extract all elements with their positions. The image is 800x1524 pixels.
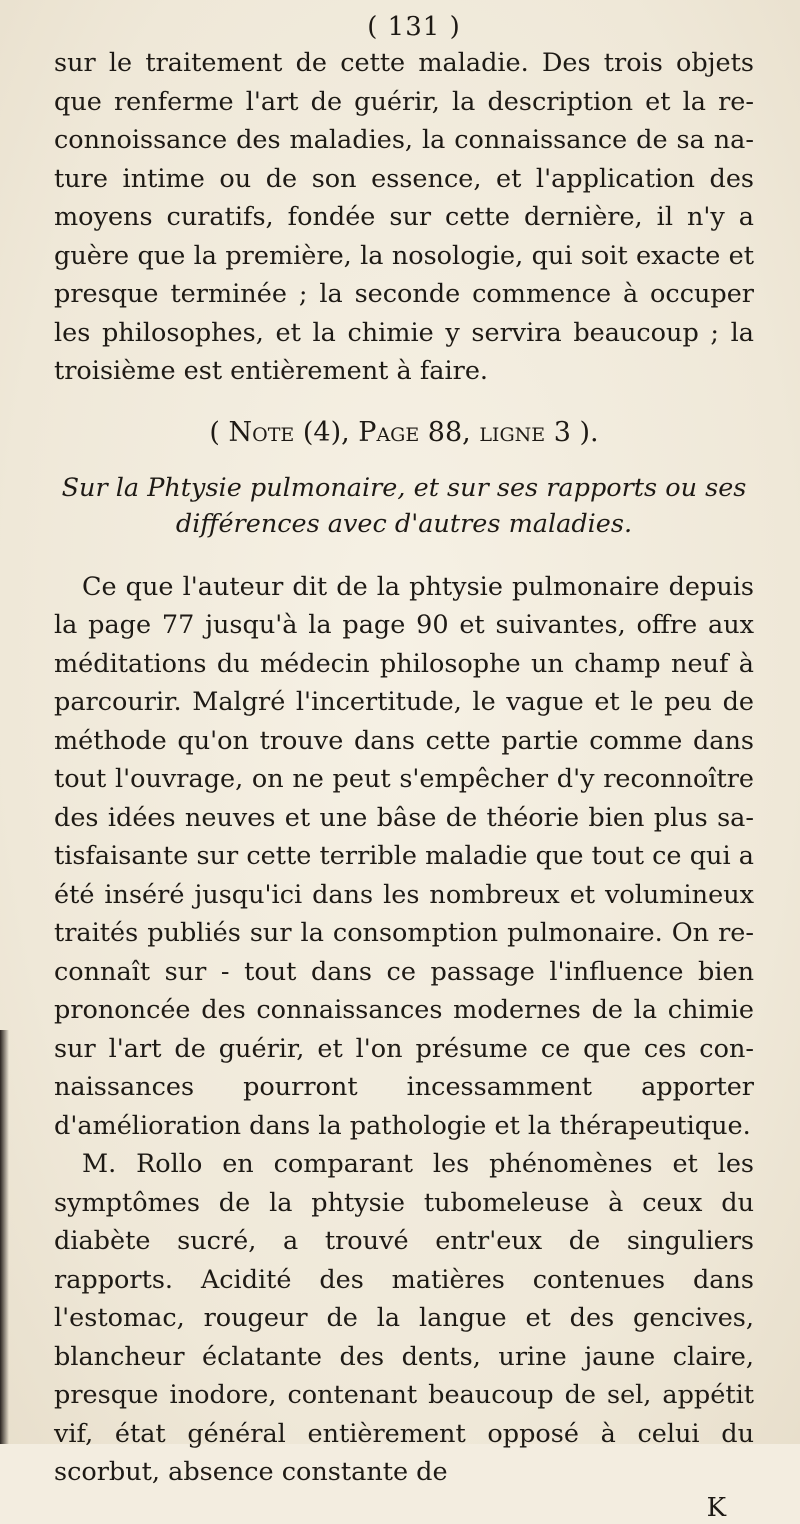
text-block xyxy=(54,12,754,1524)
note-heading: ( Note (4), Page 88, ligne 3 ). xyxy=(209,416,599,448)
paragraph-3: M. Rollo en comparant les phénomènes et les symptômes de la phtysie tubomeleuse à ceux du diabète sucré, a trouvé entr'eux de singuliers rapports. Acidité des matières contenues dans l'estomac, rougeur de la langue et des gencives, blancheur éclatante des dents, urine jaune claire, presque inodore, contenant beaucoup de sel, appétit vif, état général entièrement opposé à celui du scorbut, absence constante de xyxy=(54,1149,754,1487)
paragraph-1: sur le traitement de cette maladie. Des trois objets que renferme l'art de guérir, la description et la reconnoissance des maladies, la connaissance de sa nature intime ou de son essence, et l'application des moyens curatifs, fondée sur cette dernière, il n'y a guère que la première, la nosologie, qui soit exacte et presque terminée ; la seconde commence à occuper les philosophes, et la chimie y servira beaucoup ; la troisième est entièrement à faire. xyxy=(54,48,754,386)
note-title: Sur la Phtysie pulmonaire, et sur ses rapports ou ses différences avec d'autres maladies. xyxy=(61,472,747,539)
signature-mark: K xyxy=(706,1492,726,1523)
page-number: ( 131 ) xyxy=(367,12,461,42)
page-edge-shadow xyxy=(0,1030,9,1444)
paragraph-2: Ce que l'auteur dit de la phtysie pulmonaire depuis la page 77 jusqu'à la page 90 et suivantes, offre aux méditations du médecin philosophe un champ neuf à parcourir. Malgré l'incertitude, le vague et le peu de méthode qu'on trouve dans cette partie comme dans tout l'ouvrage, on ne peut s'empêcher d'y reconnoître des idées neuves et une bâse de théorie bien plus satisfaisante sur cette terrible maladie que tout ce qui a été inséré jusqu'ici dans les nombreux et volumineux traités publiés sur la consomption pulmonaire. On reconnaît sur - tout dans ce passage l'influence bien prononcée des connaissances modernes de la chimie sur l'art de guérir, et l'on présume ce que ces connaissances pourront incessamment apporter d'amélioration dans la pathologie et la thérapeutique. xyxy=(54,571,754,1141)
